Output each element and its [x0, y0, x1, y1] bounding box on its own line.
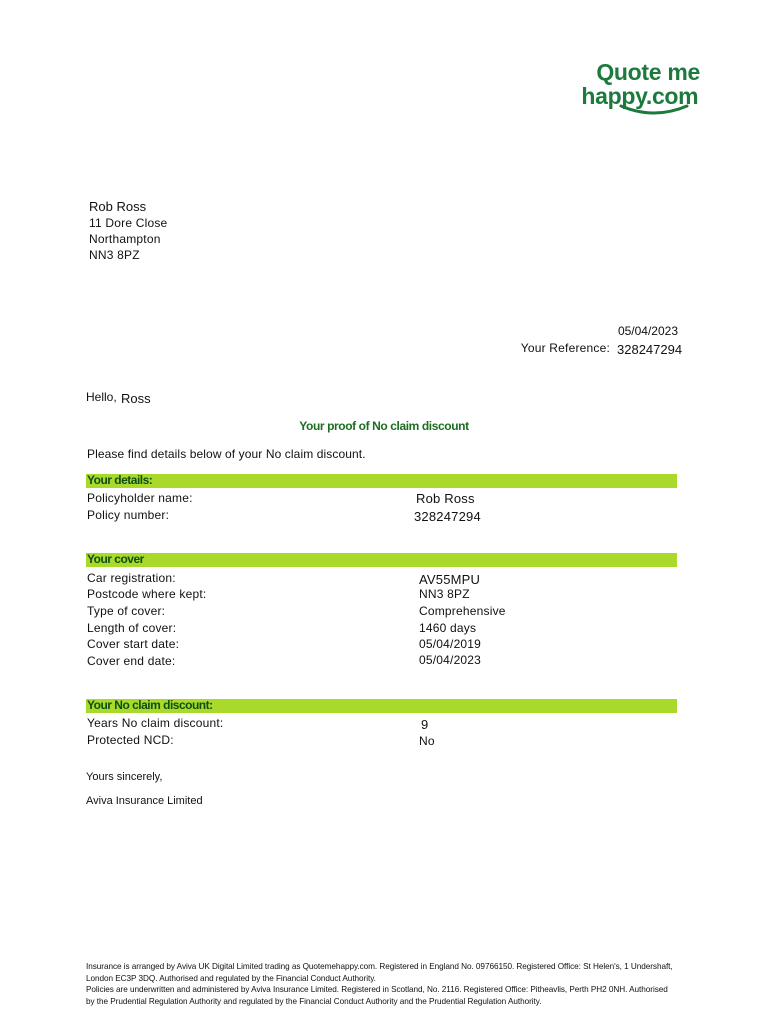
address-postcode: NN3 8PZ — [89, 248, 140, 262]
address-line-2: Northampton — [89, 232, 161, 246]
letter-title: Your proof of No claim discount — [299, 419, 469, 433]
field-label: Policy number: — [87, 508, 170, 522]
field-label: Postcode where kept: — [87, 587, 207, 601]
field-label: Type of cover: — [87, 604, 166, 618]
reference-value: 328247294 — [617, 342, 683, 357]
address-line-1: 11 Dore Close — [89, 216, 168, 230]
section-heading: Your details: — [87, 473, 153, 487]
field-label: Protected NCD: — [87, 733, 174, 747]
section-bar-cover — [86, 553, 677, 567]
field-value: Comprehensive — [419, 604, 506, 618]
field-value: 328247294 — [414, 509, 481, 524]
brand-logo — [581, 60, 700, 108]
section-heading: Your cover — [87, 552, 144, 566]
field-label: Length of cover: — [87, 621, 177, 635]
field-value: 1460 days — [419, 621, 477, 635]
reference-label: Your Reference: — [520, 341, 610, 355]
field-label: Cover start date: — [87, 637, 180, 651]
footer-paragraph: Policies are underwritten and administered by Aviva Insurance Limited. Registered in Scotland, No. 2116. Registered Office: Pitheavlis, Perth PH2 0NH. Authorised by the Prudential Regulation Authority and regulated by the Financial Conduct Authority and the Prudential Regulation Authority. — [86, 985, 668, 1006]
field-label: Years No claim discount: — [87, 716, 224, 730]
field-value: 05/04/2023 — [419, 653, 482, 667]
field-value: 05/04/2019 — [419, 637, 482, 651]
logo-line-2: happy.com — [581, 83, 699, 109]
section-heading: Your No claim discount: — [87, 698, 213, 712]
company-name: Aviva Insurance Limited — [86, 795, 203, 807]
field-label: Policyholder name: — [87, 491, 193, 505]
field-label: Cover end date: — [87, 654, 176, 668]
recipient-name: Rob Ross — [89, 199, 147, 214]
greeting: Hello, — [86, 390, 117, 404]
field-value: AV55MPU — [419, 572, 481, 587]
field-value: Rob Ross — [416, 491, 475, 506]
closing: Yours sincerely, — [86, 771, 163, 783]
intro-text: Please find details below of your No claim discount. — [87, 447, 366, 461]
section-bar-details — [86, 474, 677, 488]
field-value: 9 — [421, 717, 429, 732]
smile-icon — [619, 104, 689, 116]
greeting-name: Ross — [121, 391, 151, 406]
legal-footer — [86, 961, 676, 1007]
section-bar-ncd — [86, 699, 677, 713]
field-label: Car registration: — [87, 571, 176, 585]
logo-line-1: Quote me — [596, 59, 700, 85]
footer-paragraph: Insurance is arranged by Aviva UK Digital Limited trading as Quotemehappy.com. Registered in England No. 09766150. Registered Office: St Helen's, 1 Undershaft, London EC3P 3DQ. Authorised and regulated by the Financial Conduct Authority. — [86, 962, 673, 983]
field-value: No — [419, 734, 435, 748]
letter-date: 05/04/2023 — [617, 324, 678, 338]
field-value: NN3 8PZ — [419, 587, 470, 601]
